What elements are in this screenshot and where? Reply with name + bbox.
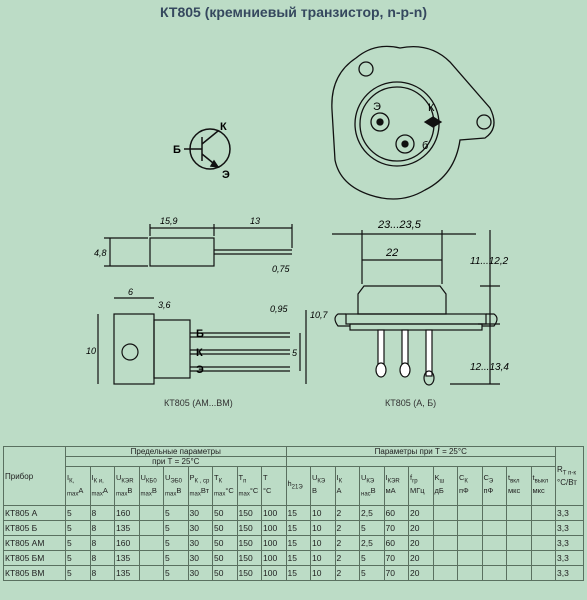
value-cell [139, 521, 164, 536]
column-header: $T_п$ $_{max}$°С [237, 467, 262, 506]
value-cell [458, 521, 483, 536]
value-cell: 15 [286, 521, 311, 536]
value-cell [531, 506, 556, 521]
top-collector-label: К [428, 102, 435, 114]
value-cell: 15 [286, 551, 311, 566]
dim-15-9: 15,9 [160, 216, 178, 226]
value-cell: 5 [66, 536, 91, 551]
value-cell [433, 521, 458, 536]
column-header: $I_К$ А [335, 467, 360, 506]
value-cell: 70 [384, 566, 409, 581]
column-header: $T_К$ $_{max}$°С [213, 467, 238, 506]
column-header: $C_Э$ пФ [482, 467, 507, 506]
value-cell: 20 [409, 521, 434, 536]
value-cell: 50 [213, 506, 238, 521]
rt-header-symbol: R [557, 464, 563, 474]
value-cell: 8 [90, 551, 115, 566]
limit-params-header: Предельные параметры [66, 447, 287, 457]
table-header-columns-row [4, 467, 584, 506]
value-cell: 30 [188, 536, 213, 551]
value-cell [507, 551, 532, 566]
value-cell: 30 [188, 521, 213, 536]
value-cell: 135 [115, 566, 140, 581]
value-cell: 150 [237, 521, 262, 536]
value-cell: 10 [311, 536, 336, 551]
column-header: $t_{вкл}$ мкс [507, 467, 532, 506]
value-cell: 10 [311, 521, 336, 536]
value-cell [507, 566, 532, 581]
value-cell: 150 [237, 566, 262, 581]
value-cell [458, 536, 483, 551]
device-name-cell: КТ805 Б [4, 521, 66, 536]
value-cell: 100 [262, 536, 287, 551]
table-header-cond-row [4, 457, 584, 467]
value-cell: 10 [311, 551, 336, 566]
rt-header-sub: Т п-к [562, 470, 576, 477]
device-name-cell: КТ805 БМ [4, 551, 66, 566]
caption-left: КТ805 (АМ...ВМ) [164, 398, 233, 408]
value-cell: 150 [237, 551, 262, 566]
value-cell [507, 521, 532, 536]
table-row [4, 551, 584, 566]
value-cell: 5 [164, 551, 189, 566]
value-cell: 50 [213, 551, 238, 566]
value-cell [531, 566, 556, 581]
value-cell: 100 [262, 521, 287, 536]
value-cell: 2 [335, 521, 360, 536]
lead-b-label: Б [196, 328, 204, 340]
value-cell [458, 506, 483, 521]
caption-right: КТ805 (А, Б) [385, 398, 437, 408]
column-header: $U_{КЭ}$ $_{нас}$В [360, 467, 385, 506]
value-cell [458, 566, 483, 581]
value-cell: 70 [384, 521, 409, 536]
value-cell: 160 [115, 506, 140, 521]
column-header: $t_{выкл}$ мкс [531, 467, 556, 506]
package-top-view [332, 46, 494, 199]
dim-3-6: 3,6 [158, 300, 171, 310]
value-cell: 10 [311, 566, 336, 581]
value-cell: 5 [360, 551, 385, 566]
table-row [4, 566, 584, 581]
metal-side-view [332, 230, 500, 384]
dim-0-75: 0,75 [272, 264, 290, 274]
value-cell [139, 551, 164, 566]
value-cell [433, 551, 458, 566]
table-row [4, 506, 584, 521]
plastic-side-view [104, 224, 292, 266]
value-cell [433, 566, 458, 581]
symbol-emitter-label: Э [222, 169, 230, 181]
column-header: $U_{ЭБ0}$ $_{max}$В [164, 467, 189, 506]
metal-leads [376, 330, 434, 385]
dim-12-13-4: 12...13,4 [470, 362, 509, 373]
rt-header [556, 447, 584, 506]
device-header: Прибор [4, 447, 66, 506]
dim-6: 6 [128, 287, 134, 297]
limit-cond-header: при Т = 25°С [66, 457, 287, 467]
value-cell: 5 [360, 521, 385, 536]
value-cell [458, 551, 483, 566]
value-cell: 20 [409, 551, 434, 566]
value-cell: 20 [409, 506, 434, 521]
column-header: $U_{КЭR}$ $_{max}$В [115, 467, 140, 506]
value-cell: 50 [213, 536, 238, 551]
rt-cell: 3,3 [556, 506, 584, 521]
value-cell: 135 [115, 521, 140, 536]
value-cell [531, 536, 556, 551]
value-cell: 8 [90, 521, 115, 536]
value-cell: 30 [188, 566, 213, 581]
value-cell [482, 521, 507, 536]
dim-0-95: 0,95 [270, 304, 288, 314]
value-cell [139, 566, 164, 581]
value-cell [531, 521, 556, 536]
rt-cell: 3,3 [556, 566, 584, 581]
value-cell [482, 536, 507, 551]
value-cell: 60 [384, 506, 409, 521]
value-cell: 100 [262, 551, 287, 566]
value-cell [482, 551, 507, 566]
rt-cell: 3,3 [556, 536, 584, 551]
table-row [4, 536, 584, 551]
value-cell: 2,5 [360, 506, 385, 521]
device-name-cell: КТ805 ВМ [4, 566, 66, 581]
value-cell: 15 [286, 506, 311, 521]
value-cell: 150 [237, 536, 262, 551]
value-cell: 2 [335, 536, 360, 551]
dim-22: 22 [386, 247, 399, 259]
value-cell: 135 [115, 551, 140, 566]
dim-11-12-2: 11...12,2 [470, 256, 509, 267]
device-name-cell: КТ805 АМ [4, 536, 66, 551]
column-header: $P_{К , ср}$ $_{max}$Вт [188, 467, 213, 506]
value-cell: 70 [384, 551, 409, 566]
transistor-symbol [184, 129, 230, 169]
column-header: $f_{гр}$ МГц [409, 467, 434, 506]
symbol-collector-label: К [220, 121, 227, 133]
value-cell: 10 [311, 506, 336, 521]
column-header: $K_ш$ дБ [433, 467, 458, 506]
value-cell: 60 [384, 536, 409, 551]
value-cell: 5 [164, 521, 189, 536]
table-row [4, 521, 584, 536]
value-cell: 5 [164, 536, 189, 551]
dim-10: 10 [86, 346, 97, 356]
value-cell [433, 506, 458, 521]
value-cell: 150 [237, 506, 262, 521]
value-cell: 5 [66, 566, 91, 581]
top-emitter-label: Э [373, 101, 381, 113]
column-header: T °С [262, 467, 287, 506]
value-cell: 100 [262, 506, 287, 521]
value-cell: 15 [286, 566, 311, 581]
value-cell: 50 [213, 566, 238, 581]
column-header: $I_{К и,}$ $_{max}$А [90, 467, 115, 506]
dim-5: 5 [292, 348, 298, 358]
value-cell: 100 [262, 566, 287, 581]
table-header-group-row [4, 447, 584, 457]
rt-header-unit: °С/Вт [557, 478, 577, 488]
params-spacer [286, 457, 556, 467]
value-cell: 2,5 [360, 536, 385, 551]
value-cell: 5 [66, 506, 91, 521]
dim-10-7: 10,7 [310, 310, 328, 320]
dim-13: 13 [250, 216, 261, 226]
value-cell [482, 566, 507, 581]
value-cell: 30 [188, 506, 213, 521]
dim-4-8: 4,8 [94, 248, 107, 258]
parameters-table [3, 446, 584, 581]
value-cell [482, 506, 507, 521]
column-header: $I_{К,}$ $_{max}$А [66, 467, 91, 506]
top-base-label: б [422, 140, 429, 152]
value-cell [531, 551, 556, 566]
value-cell: 8 [90, 506, 115, 521]
value-cell: 50 [213, 521, 238, 536]
params-header: Параметры при Т = 25°С [286, 447, 556, 457]
value-cell [433, 536, 458, 551]
rt-cell: 3,3 [556, 521, 584, 536]
lead-k-label: К [196, 347, 203, 359]
value-cell: 20 [409, 566, 434, 581]
value-cell: 5 [66, 551, 91, 566]
column-header: $h_{21Э}$ [286, 467, 311, 506]
page-title: КТ805 (кремниевый транзистор, n-p-n) [160, 4, 427, 20]
value-cell: 8 [90, 536, 115, 551]
value-cell: 30 [188, 551, 213, 566]
value-cell [139, 506, 164, 521]
value-cell: 2 [335, 551, 360, 566]
column-header: $C_К$ пФ [458, 467, 483, 506]
value-cell: 2 [335, 566, 360, 581]
dim-23-23-5: 23...23,5 [378, 219, 421, 231]
value-cell: 5 [164, 506, 189, 521]
value-cell: 5 [164, 566, 189, 581]
value-cell: 15 [286, 536, 311, 551]
value-cell: 20 [409, 536, 434, 551]
rt-cell: 3,3 [556, 551, 584, 566]
value-cell: 5 [66, 521, 91, 536]
device-name-cell: КТ805 А [4, 506, 66, 521]
symbol-base-label: Б [173, 144, 181, 156]
value-cell: 8 [90, 566, 115, 581]
column-header: $U_{КЭ}$ В [311, 467, 336, 506]
column-header: $I_{КЭR}$ мА [384, 467, 409, 506]
value-cell [507, 506, 532, 521]
lead-e-label: Э [196, 364, 204, 376]
value-cell: 2 [335, 506, 360, 521]
value-cell [139, 536, 164, 551]
value-cell: 5 [360, 566, 385, 581]
transistor-drawing [0, 22, 587, 442]
value-cell: 160 [115, 536, 140, 551]
value-cell [507, 536, 532, 551]
column-header: $U_{КБ0}$ $_{max}$В [139, 467, 164, 506]
